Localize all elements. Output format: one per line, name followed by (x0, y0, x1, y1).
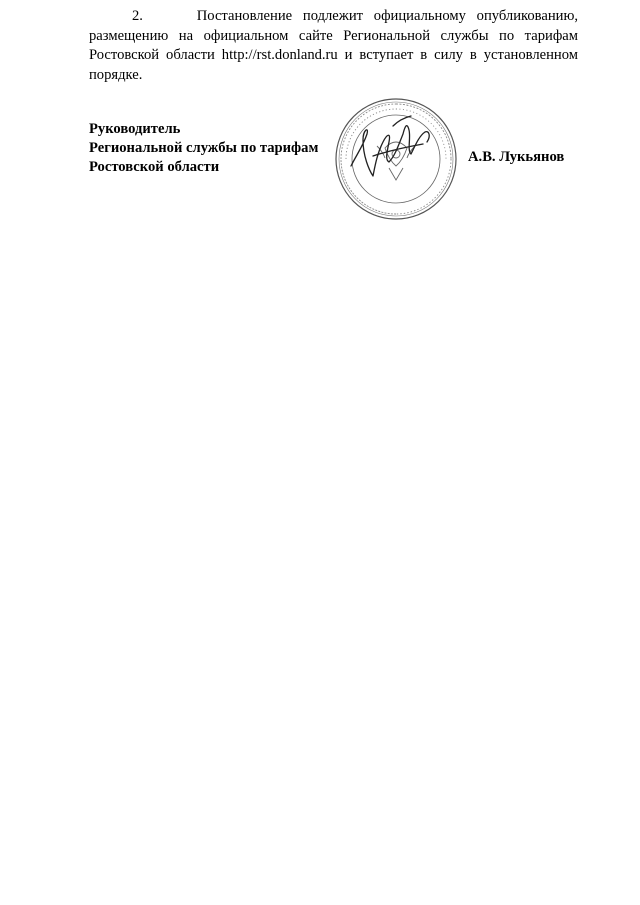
official-seal-with-signature (333, 96, 459, 222)
position-line-1: Руководитель (89, 121, 181, 137)
position-line-3: Ростовской области (89, 159, 220, 175)
signatory-position (89, 120, 318, 177)
position-line-2: Региональной службы по тарифам (89, 140, 319, 156)
signer-name: А.В. Лукьянов (468, 149, 565, 165)
paragraph-publication-clause: 2. Постановление подлежит официальному опубликованию, размещению на официальном сайте Региональной службы по тарифам Ростовской области http://rst.donland.ru и вступает в силу в установленном порядке. (89, 8, 578, 83)
